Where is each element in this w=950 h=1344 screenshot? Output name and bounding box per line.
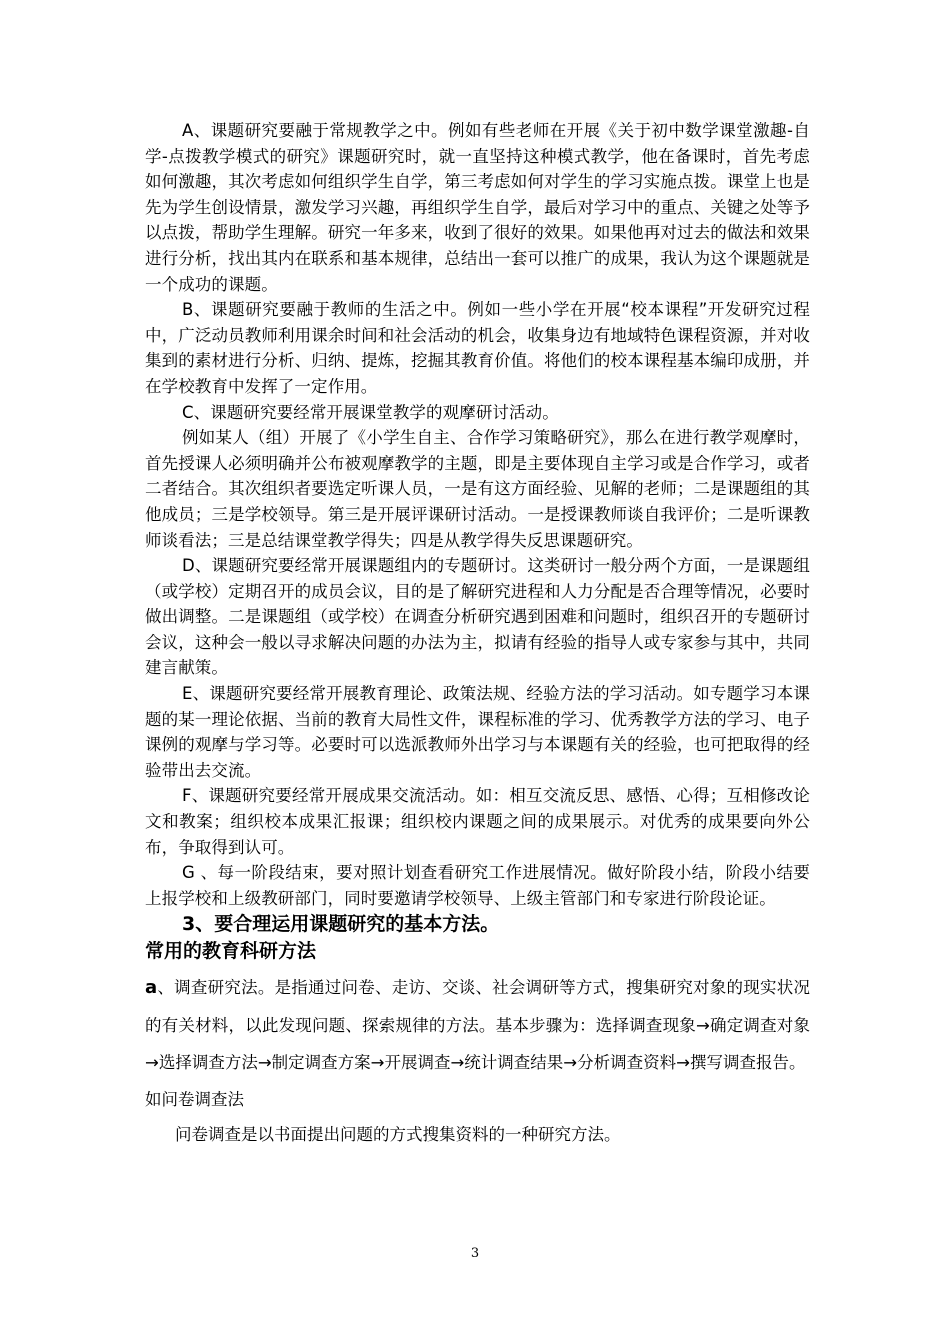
paragraph-e: E、课题研究要经常开展教育理论、政策法规、经验方法的学习活动。如专题学习本课题的某一理论依据、当前的教育大局性文件，课程标准的学习、优秀教学方法的学习、电子课例的观摩与学习等。必要时可以选派教师外出学习与本课题有关的经验，也可把取得的经验带出去交流。 [145, 684, 810, 780]
paragraph-d: D、课题研究要经常开展课题组内的专题研讨。这类研讨一般分两个方面，一是课题组（或学校）定期召开的成员会议，目的是了解研究进程和人力分配是否合理等情况，必要时做出调整。二是课题组（或学校）在调查分析研究遇到困难和问题时，组织召开的专题研讨会议，这种会一般以寻求解决问题的办法为主，拟请有经验的指导人或专家参与其中，共同建言献策。 [145, 556, 810, 678]
paragraph-c: C、课题研究要经常开展课堂教学的观摩研讨活动。 [182, 402, 559, 422]
paragraph-b: B、课题研究要融于教师的生活之中。例如一些小学在开展“校本课程”开发研究过程中，广泛动员教师利用课余时间和社会活动的机会，收集身边有地域特色课程资源，并对收集到的素材进行分析、归纳、提炼，挖掘其教育价值。将他们的校本课程基本编印成册，并在学校教育中发挥了一定作用。 [145, 300, 810, 396]
methods-heading: 常用的教育科研方法 [145, 940, 317, 963]
questionnaire-text: 问卷调查是以书面提出问题的方式搜集资料的一种研究方法。 [175, 1124, 621, 1144]
page-body [145, 118, 810, 1152]
questionnaire-title: 如问卷调查法 [145, 1089, 244, 1109]
paragraph-c-example: 例如某人（组）开展了《小学生自主、合作学习策略研究》，那么在进行教学观摩时，首先授课人必须明确并公布被观摩教学的主题，即是主要体现自主学习或是合作学习，或者二者结合。其次组织者要选定听课人员，一是有这方面经验、见解的老师；二是课题组的其他成员；三是学校领导。第三是开展评课研讨活动。一是授课教师谈自我评价；二是听课教师谈看法；三是总结课堂教学得失；四是从教学得失反思课题研究。 [145, 428, 810, 550]
paragraph-f: F、课题研究要经常开展成果交流活动。如：相互交流反思、感悟、心得；互相修改论文和教案；组织校本成果汇报课；组织校内课题之间的成果展示。对优秀的成果要向外公布，争取得到认可。 [145, 786, 810, 857]
page-number: 3 [470, 1246, 480, 1261]
method-a-paragraph [145, 969, 810, 1082]
paragraph-g: G 、每一阶段结束，要对照计划查看研究工作进展情况。做好阶段小结，阶段小结要上报学校和上级教研部门，同时要邀请学校领导、上级主管部门和专家进行阶段论证。 [145, 863, 810, 908]
method-a-lead: a [145, 977, 158, 999]
method-a-text: 、调查研究法。是指通过问卷、走访、交谈、社会调研等方式，搜集研究对象的现实状况的有关材料，以此发现问题、探索规律的方法。基本步骤为：选择调查现象→确定调查对象→选择调查方法→制定调查方案→开展调查→统计调查结果→分析调查资料→撰写调查报告。 [145, 978, 810, 1073]
paragraph-a: A、课题研究要融于常规教学之中。例如有些老师在开展《关于初中数学课堂激趣-自学-点拨教学模式的研究》课题研究时，就一直坚持这种模式教学，他在备课时，首先考虑如何激趣，其次考虑如何组织学生自学，第三考虑如何对学生的学习实施点拨。课堂上也是先为学生创设情景，激发学习兴趣，再组织学生自学，最后对学习中的重点、关键之处等予以点拨，帮助学生理解。研究一年多来，收到了很好的效果。如果他再对过去的做法和效果进行分析，找出其内在联系和基本规律，总结出一套可以推广的成果，我认为这个课题就是一个成功的课题。 [145, 121, 810, 294]
section-heading-3: 3、要合理运用课题研究的基本方法。 [182, 913, 500, 936]
